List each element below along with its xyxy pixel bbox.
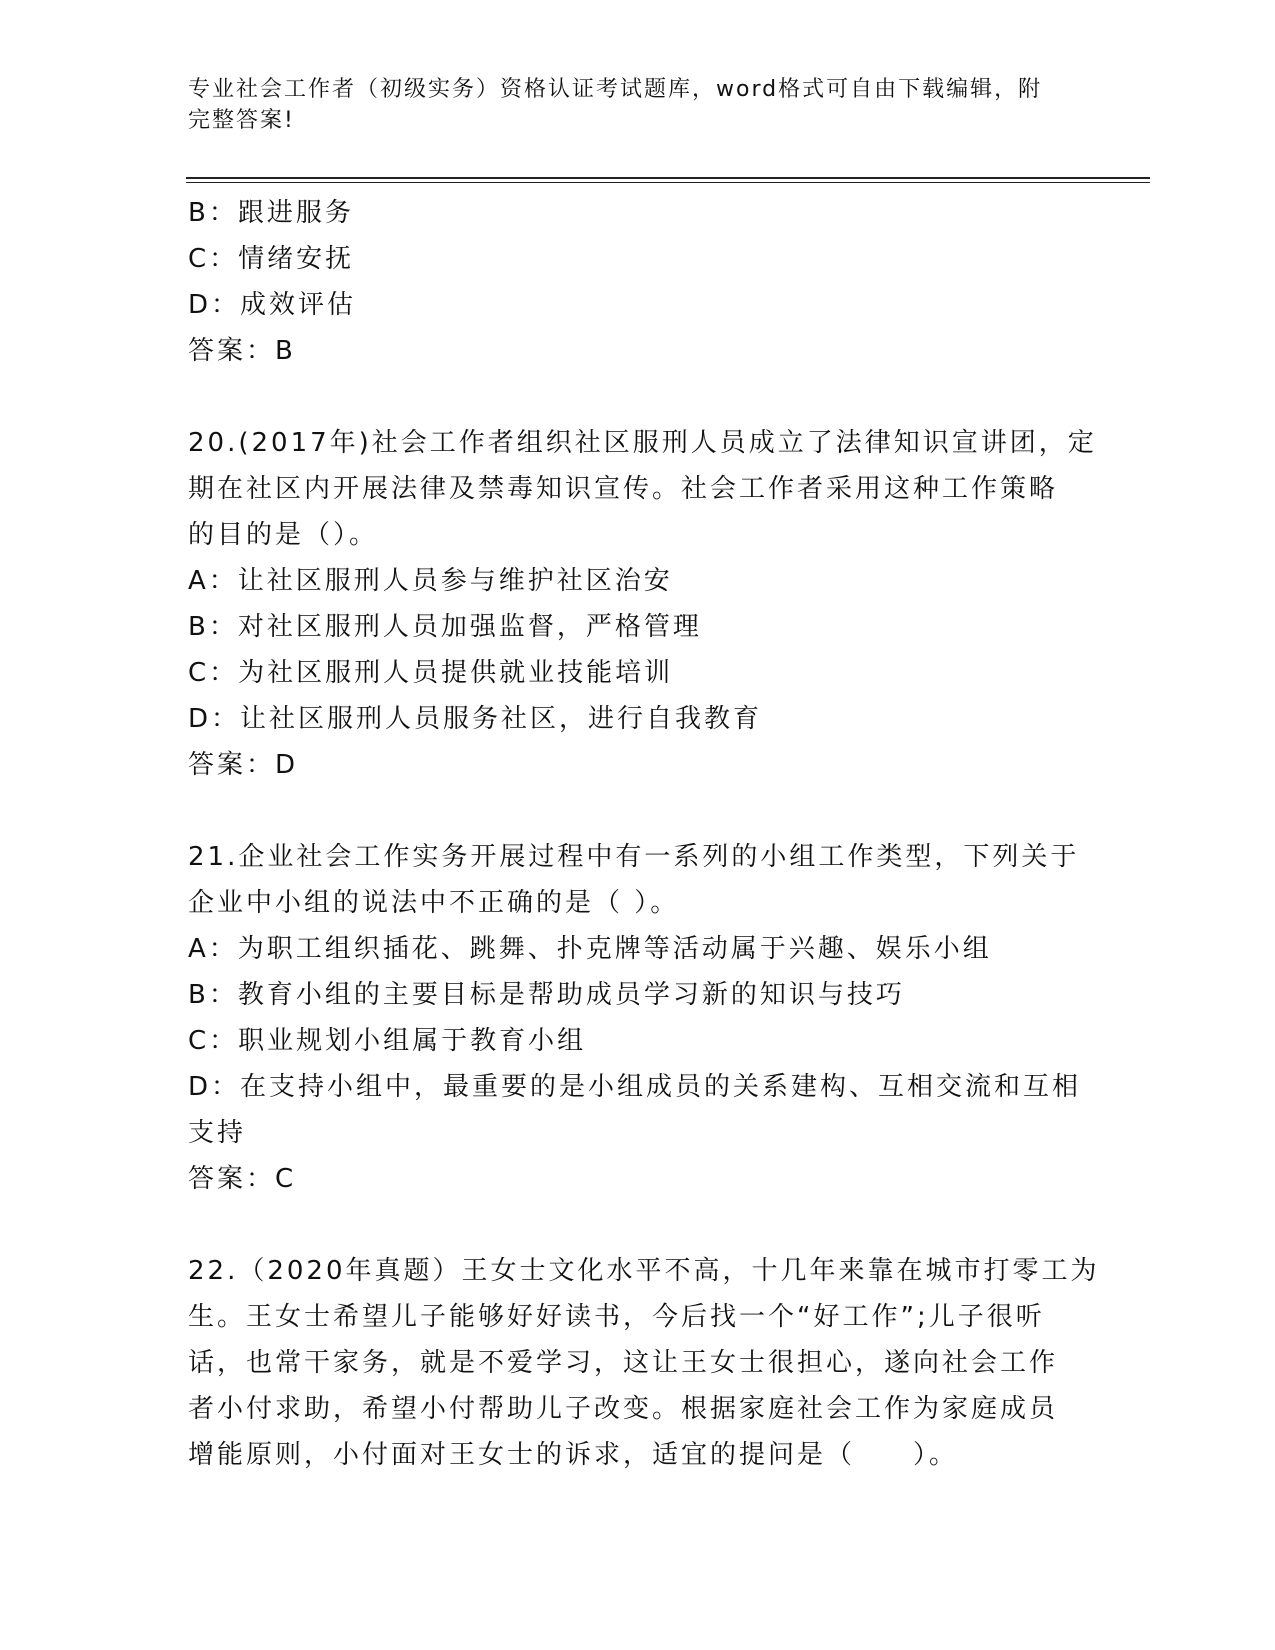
- q20-stem-line: 的目的是（）。: [188, 520, 379, 550]
- q22-stem-line: 生。王女士希望儿子能够好好读书，今后找一个“好工作”;儿子很听: [188, 1302, 1045, 1332]
- q22-stem-line: 者小付求助，希望小付帮助儿子改变。根据家庭社会工作为家庭成员: [188, 1394, 1059, 1424]
- q20-answer: 答案：D: [188, 750, 299, 780]
- header-line-1: 专业社会工作者（初级实务）资格认证考试题库，word格式可自由下载编辑，附: [188, 77, 1043, 102]
- q20-option-d: D：让社区服刑人员服务社区，进行自我教育: [188, 704, 763, 734]
- page-header: [188, 74, 1088, 136]
- header-rule-thick: [186, 177, 1150, 179]
- q21-option-d: D：在支持小组中，最重要的是小组成员的关系建构、互相交流和互相: [188, 1072, 1082, 1102]
- spacer: [188, 1202, 1088, 1248]
- q22-stem-line: 增能原则，小付面对王女士的诉求，适宜的提问是（ ）。: [188, 1440, 959, 1470]
- q20-option-c: C：为社区服刑人员提供就业技能培训: [188, 658, 674, 688]
- document-body: [188, 190, 1100, 1478]
- q21-stem-line: 企业中小组的说法中不正确的是（ ）。: [188, 888, 680, 918]
- spacer: [188, 374, 1088, 420]
- header-rule-thin: [186, 182, 1150, 183]
- q20-option-a: A：让社区服刑人员参与维护社区治安: [188, 566, 673, 596]
- q22-stem-line: 22.（2020年真题）王女士文化水平不高，十几年来靠在城市打零工为: [188, 1256, 1100, 1286]
- prev-option-c: C：情绪安抚: [188, 244, 355, 274]
- spacer: [188, 788, 1088, 834]
- q21-option-c: C：职业规划小组属于教育小组: [188, 1026, 587, 1056]
- prev-answer: 答案：B: [188, 336, 296, 366]
- q21-option-a: A：为职工组织插花、跳舞、扑克牌等活动属于兴趣、娱乐小组: [188, 934, 992, 964]
- prev-option-b: B：跟进服务: [188, 198, 354, 228]
- header-line-2: 完整答案!: [188, 108, 295, 133]
- q22-stem-line: 话，也常干家务，就是不爱学习，这让王女士很担心，遂向社会工作: [188, 1348, 1059, 1378]
- q21-answer: 答案：C: [188, 1164, 297, 1194]
- q20-stem-line: 期在社区内开展法律及禁毒知识宣传。社会工作者采用这种工作策略: [188, 474, 1059, 504]
- q20-option-b: B：对社区服刑人员加强监督，严格管理: [188, 612, 702, 642]
- q21-option-d-cont: 支持: [188, 1118, 247, 1148]
- q21-stem-line: 21.企业社会工作实务开展过程中有一系列的小组工作类型，下列关于: [188, 842, 1080, 872]
- q21-option-b: B：教育小组的主要目标是帮助成员学习新的知识与技巧: [188, 980, 905, 1010]
- prev-option-d: D：成效评估: [188, 290, 357, 320]
- q20-stem-line: 20.(2017年)社会工作者组织社区服刑人员成立了法律知识宣讲团，定: [188, 428, 1097, 458]
